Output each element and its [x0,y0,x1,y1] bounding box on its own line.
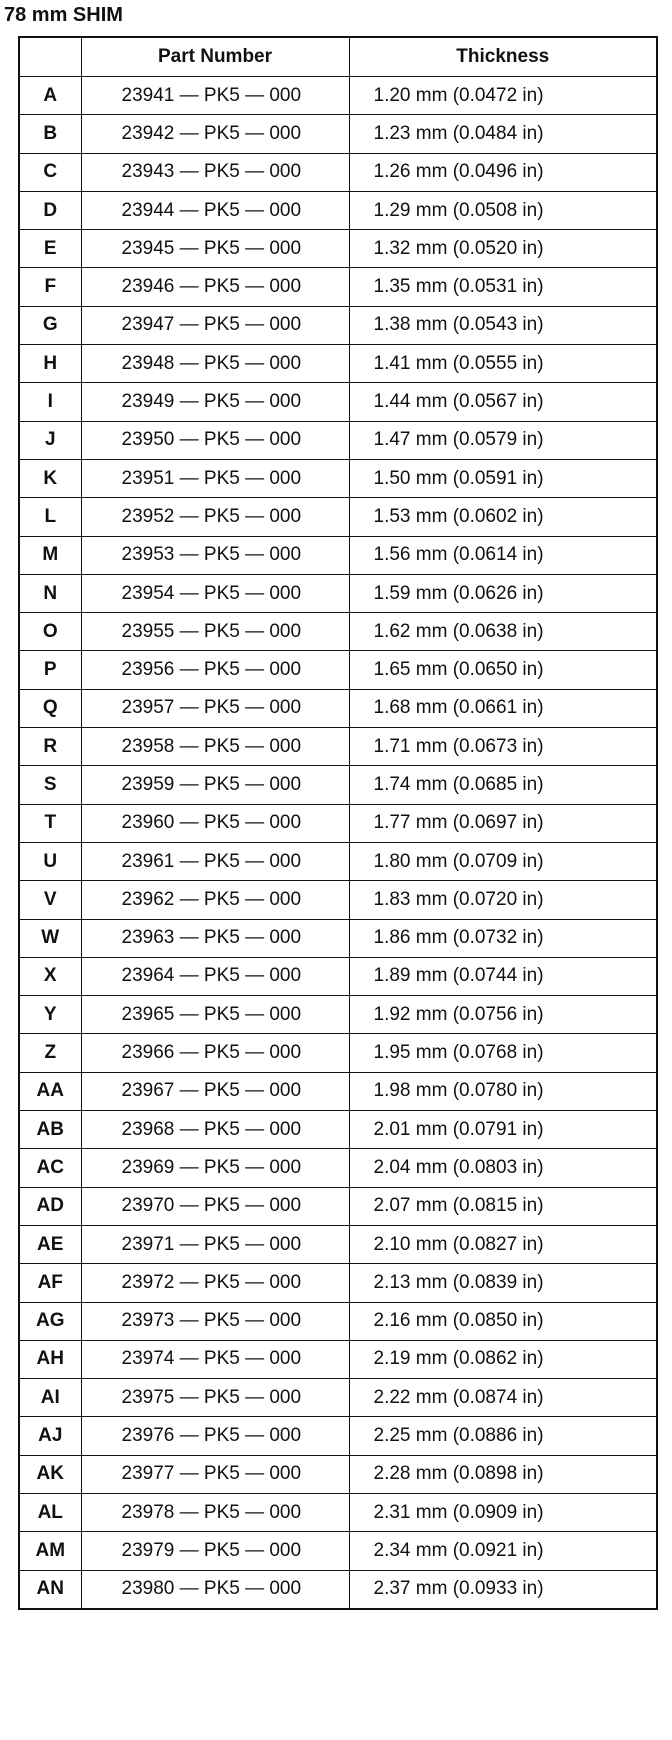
table-row [19,996,657,1034]
header-thickness: Thickness [349,37,657,77]
thickness-cell: 1.32 mm (0.0520 in) [349,230,657,268]
table-row [19,919,657,957]
thickness-cell: 1.47 mm (0.0579 in) [349,421,657,459]
thickness-cell: 2.22 mm (0.0874 in) [349,1379,657,1417]
thickness-cell: 1.20 mm (0.0472 in) [349,77,657,115]
document-title: 78 mm SHIM [4,4,123,26]
table-row [19,1340,657,1378]
part-number-cell: 23967 — PK5 — 000 [81,1072,349,1110]
shim-letter-cell: D [19,191,81,229]
shim-letter-cell: AL [19,1493,81,1531]
shim-letter-cell: S [19,766,81,804]
table-row [19,1225,657,1263]
table-row [19,1532,657,1570]
shim-letter-cell: AB [19,1111,81,1149]
table-row [19,536,657,574]
thickness-cell: 1.62 mm (0.0638 in) [349,613,657,651]
part-number-cell: 23946 — PK5 — 000 [81,268,349,306]
part-number-cell: 23969 — PK5 — 000 [81,1149,349,1187]
thickness-cell: 1.83 mm (0.0720 in) [349,881,657,919]
table-row [19,804,657,842]
table-row [19,1149,657,1187]
shim-letter-cell: J [19,421,81,459]
thickness-cell: 1.35 mm (0.0531 in) [349,268,657,306]
part-number-cell: 23977 — PK5 — 000 [81,1455,349,1493]
shim-letter-cell: AC [19,1149,81,1187]
table-header [19,37,657,77]
thickness-cell: 2.04 mm (0.0803 in) [349,1149,657,1187]
table-row [19,1493,657,1531]
part-number-cell: 23956 — PK5 — 000 [81,651,349,689]
shim-letter-cell: AI [19,1379,81,1417]
table-row [19,306,657,344]
thickness-cell: 1.65 mm (0.0650 in) [349,651,657,689]
table-row [19,153,657,191]
part-number-cell: 23976 — PK5 — 000 [81,1417,349,1455]
part-number-cell: 23947 — PK5 — 000 [81,306,349,344]
shim-letter-cell: W [19,919,81,957]
table-row [19,689,657,727]
thickness-cell: 2.07 mm (0.0815 in) [349,1187,657,1225]
part-number-cell: 23971 — PK5 — 000 [81,1225,349,1263]
shim-letter-cell: N [19,574,81,612]
table-row [19,498,657,536]
thickness-cell: 1.95 mm (0.0768 in) [349,1034,657,1072]
part-number-cell: 23943 — PK5 — 000 [81,153,349,191]
part-number-cell: 23963 — PK5 — 000 [81,919,349,957]
table-row [19,421,657,459]
thickness-cell: 2.25 mm (0.0886 in) [349,1417,657,1455]
thickness-cell: 2.01 mm (0.0791 in) [349,1111,657,1149]
thickness-cell: 2.10 mm (0.0827 in) [349,1225,657,1263]
shim-letter-cell: AF [19,1264,81,1302]
thickness-cell: 1.26 mm (0.0496 in) [349,153,657,191]
table-row [19,345,657,383]
shim-letter-cell: G [19,306,81,344]
shim-letter-cell: B [19,115,81,153]
shim-letter-cell: C [19,153,81,191]
part-number-cell: 23942 — PK5 — 000 [81,115,349,153]
shim-letter-cell: F [19,268,81,306]
header-letter [19,37,81,77]
part-number-cell: 23953 — PK5 — 000 [81,536,349,574]
thickness-cell: 1.92 mm (0.0756 in) [349,996,657,1034]
table-row [19,1570,657,1609]
shim-letter-cell: AK [19,1455,81,1493]
shim-letter-cell: AH [19,1340,81,1378]
shim-letter-cell: M [19,536,81,574]
shim-letter-cell: L [19,498,81,536]
part-number-cell: 23948 — PK5 — 000 [81,345,349,383]
part-number-cell: 23957 — PK5 — 000 [81,689,349,727]
shim-letter-cell: I [19,383,81,421]
thickness-cell: 1.89 mm (0.0744 in) [349,957,657,995]
part-number-cell: 23968 — PK5 — 000 [81,1111,349,1149]
shim-letter-cell: AE [19,1225,81,1263]
part-number-cell: 23980 — PK5 — 000 [81,1570,349,1609]
shim-letter-cell: AG [19,1302,81,1340]
shim-table [18,36,658,1610]
table-row [19,766,657,804]
table-row [19,1034,657,1072]
thickness-cell: 1.86 mm (0.0732 in) [349,919,657,957]
thickness-cell: 2.31 mm (0.0909 in) [349,1493,657,1531]
table-row [19,957,657,995]
shim-letter-cell: AM [19,1532,81,1570]
part-number-cell: 23970 — PK5 — 000 [81,1187,349,1225]
thickness-cell: 1.38 mm (0.0543 in) [349,306,657,344]
thickness-cell: 1.77 mm (0.0697 in) [349,804,657,842]
table-body [19,77,657,1609]
part-number-cell: 23975 — PK5 — 000 [81,1379,349,1417]
shim-letter-cell: V [19,881,81,919]
shim-letter-cell: A [19,77,81,115]
part-number-cell: 23962 — PK5 — 000 [81,881,349,919]
table-row [19,1455,657,1493]
part-number-cell: 23974 — PK5 — 000 [81,1340,349,1378]
thickness-cell: 1.59 mm (0.0626 in) [349,574,657,612]
table-row [19,1187,657,1225]
part-number-cell: 23972 — PK5 — 000 [81,1264,349,1302]
thickness-cell: 1.29 mm (0.0508 in) [349,191,657,229]
thickness-cell: 2.37 mm (0.0933 in) [349,1570,657,1609]
shim-letter-cell: Q [19,689,81,727]
table-row [19,230,657,268]
part-number-cell: 23959 — PK5 — 000 [81,766,349,804]
table-row [19,1417,657,1455]
table-row [19,191,657,229]
shim-letter-cell: K [19,459,81,497]
table-row [19,1072,657,1110]
part-number-cell: 23952 — PK5 — 000 [81,498,349,536]
part-number-cell: 23949 — PK5 — 000 [81,383,349,421]
thickness-cell: 1.53 mm (0.0602 in) [349,498,657,536]
part-number-cell: 23941 — PK5 — 000 [81,77,349,115]
part-number-cell: 23955 — PK5 — 000 [81,613,349,651]
shim-letter-cell: O [19,613,81,651]
thickness-cell: 1.41 mm (0.0555 in) [349,345,657,383]
part-number-cell: 23965 — PK5 — 000 [81,996,349,1034]
part-number-cell: 23964 — PK5 — 000 [81,957,349,995]
table-row [19,268,657,306]
shim-letter-cell: H [19,345,81,383]
thickness-cell: 2.13 mm (0.0839 in) [349,1264,657,1302]
table-row [19,1264,657,1302]
thickness-cell: 1.80 mm (0.0709 in) [349,842,657,880]
table-row [19,881,657,919]
thickness-cell: 1.68 mm (0.0661 in) [349,689,657,727]
part-number-cell: 23978 — PK5 — 000 [81,1493,349,1531]
part-number-cell: 23979 — PK5 — 000 [81,1532,349,1570]
table-row [19,1111,657,1149]
thickness-cell: 1.71 mm (0.0673 in) [349,728,657,766]
thickness-cell: 2.28 mm (0.0898 in) [349,1455,657,1493]
thickness-cell: 2.19 mm (0.0862 in) [349,1340,657,1378]
shim-letter-cell: X [19,957,81,995]
header-part-number: Part Number [81,37,349,77]
thickness-cell: 1.23 mm (0.0484 in) [349,115,657,153]
header-row [19,37,657,77]
table-row [19,115,657,153]
shim-letter-cell: E [19,230,81,268]
table-row [19,728,657,766]
table-row [19,1302,657,1340]
thickness-cell: 1.98 mm (0.0780 in) [349,1072,657,1110]
table-row [19,459,657,497]
table-row [19,574,657,612]
thickness-cell: 1.50 mm (0.0591 in) [349,459,657,497]
table-row [19,1379,657,1417]
part-number-cell: 23950 — PK5 — 000 [81,421,349,459]
shim-letter-cell: AA [19,1072,81,1110]
shim-letter-cell: P [19,651,81,689]
shim-letter-cell: U [19,842,81,880]
table-row [19,842,657,880]
shim-letter-cell: R [19,728,81,766]
part-number-cell: 23954 — PK5 — 000 [81,574,349,612]
part-number-cell: 23951 — PK5 — 000 [81,459,349,497]
table-row [19,651,657,689]
shim-letter-cell: AN [19,1570,81,1609]
thickness-cell: 1.44 mm (0.0567 in) [349,383,657,421]
thickness-cell: 2.34 mm (0.0921 in) [349,1532,657,1570]
table-row [19,613,657,651]
shim-letter-cell: Y [19,996,81,1034]
thickness-cell: 2.16 mm (0.0850 in) [349,1302,657,1340]
shim-letter-cell: AJ [19,1417,81,1455]
part-number-cell: 23945 — PK5 — 000 [81,230,349,268]
part-number-cell: 23958 — PK5 — 000 [81,728,349,766]
table-row [19,77,657,115]
shim-letter-cell: T [19,804,81,842]
shim-letter-cell: Z [19,1034,81,1072]
thickness-cell: 1.74 mm (0.0685 in) [349,766,657,804]
part-number-cell: 23944 — PK5 — 000 [81,191,349,229]
part-number-cell: 23966 — PK5 — 000 [81,1034,349,1072]
shim-letter-cell: AD [19,1187,81,1225]
thickness-cell: 1.56 mm (0.0614 in) [349,536,657,574]
part-number-cell: 23961 — PK5 — 000 [81,842,349,880]
part-number-cell: 23960 — PK5 — 000 [81,804,349,842]
part-number-cell: 23973 — PK5 — 000 [81,1302,349,1340]
table-row [19,383,657,421]
